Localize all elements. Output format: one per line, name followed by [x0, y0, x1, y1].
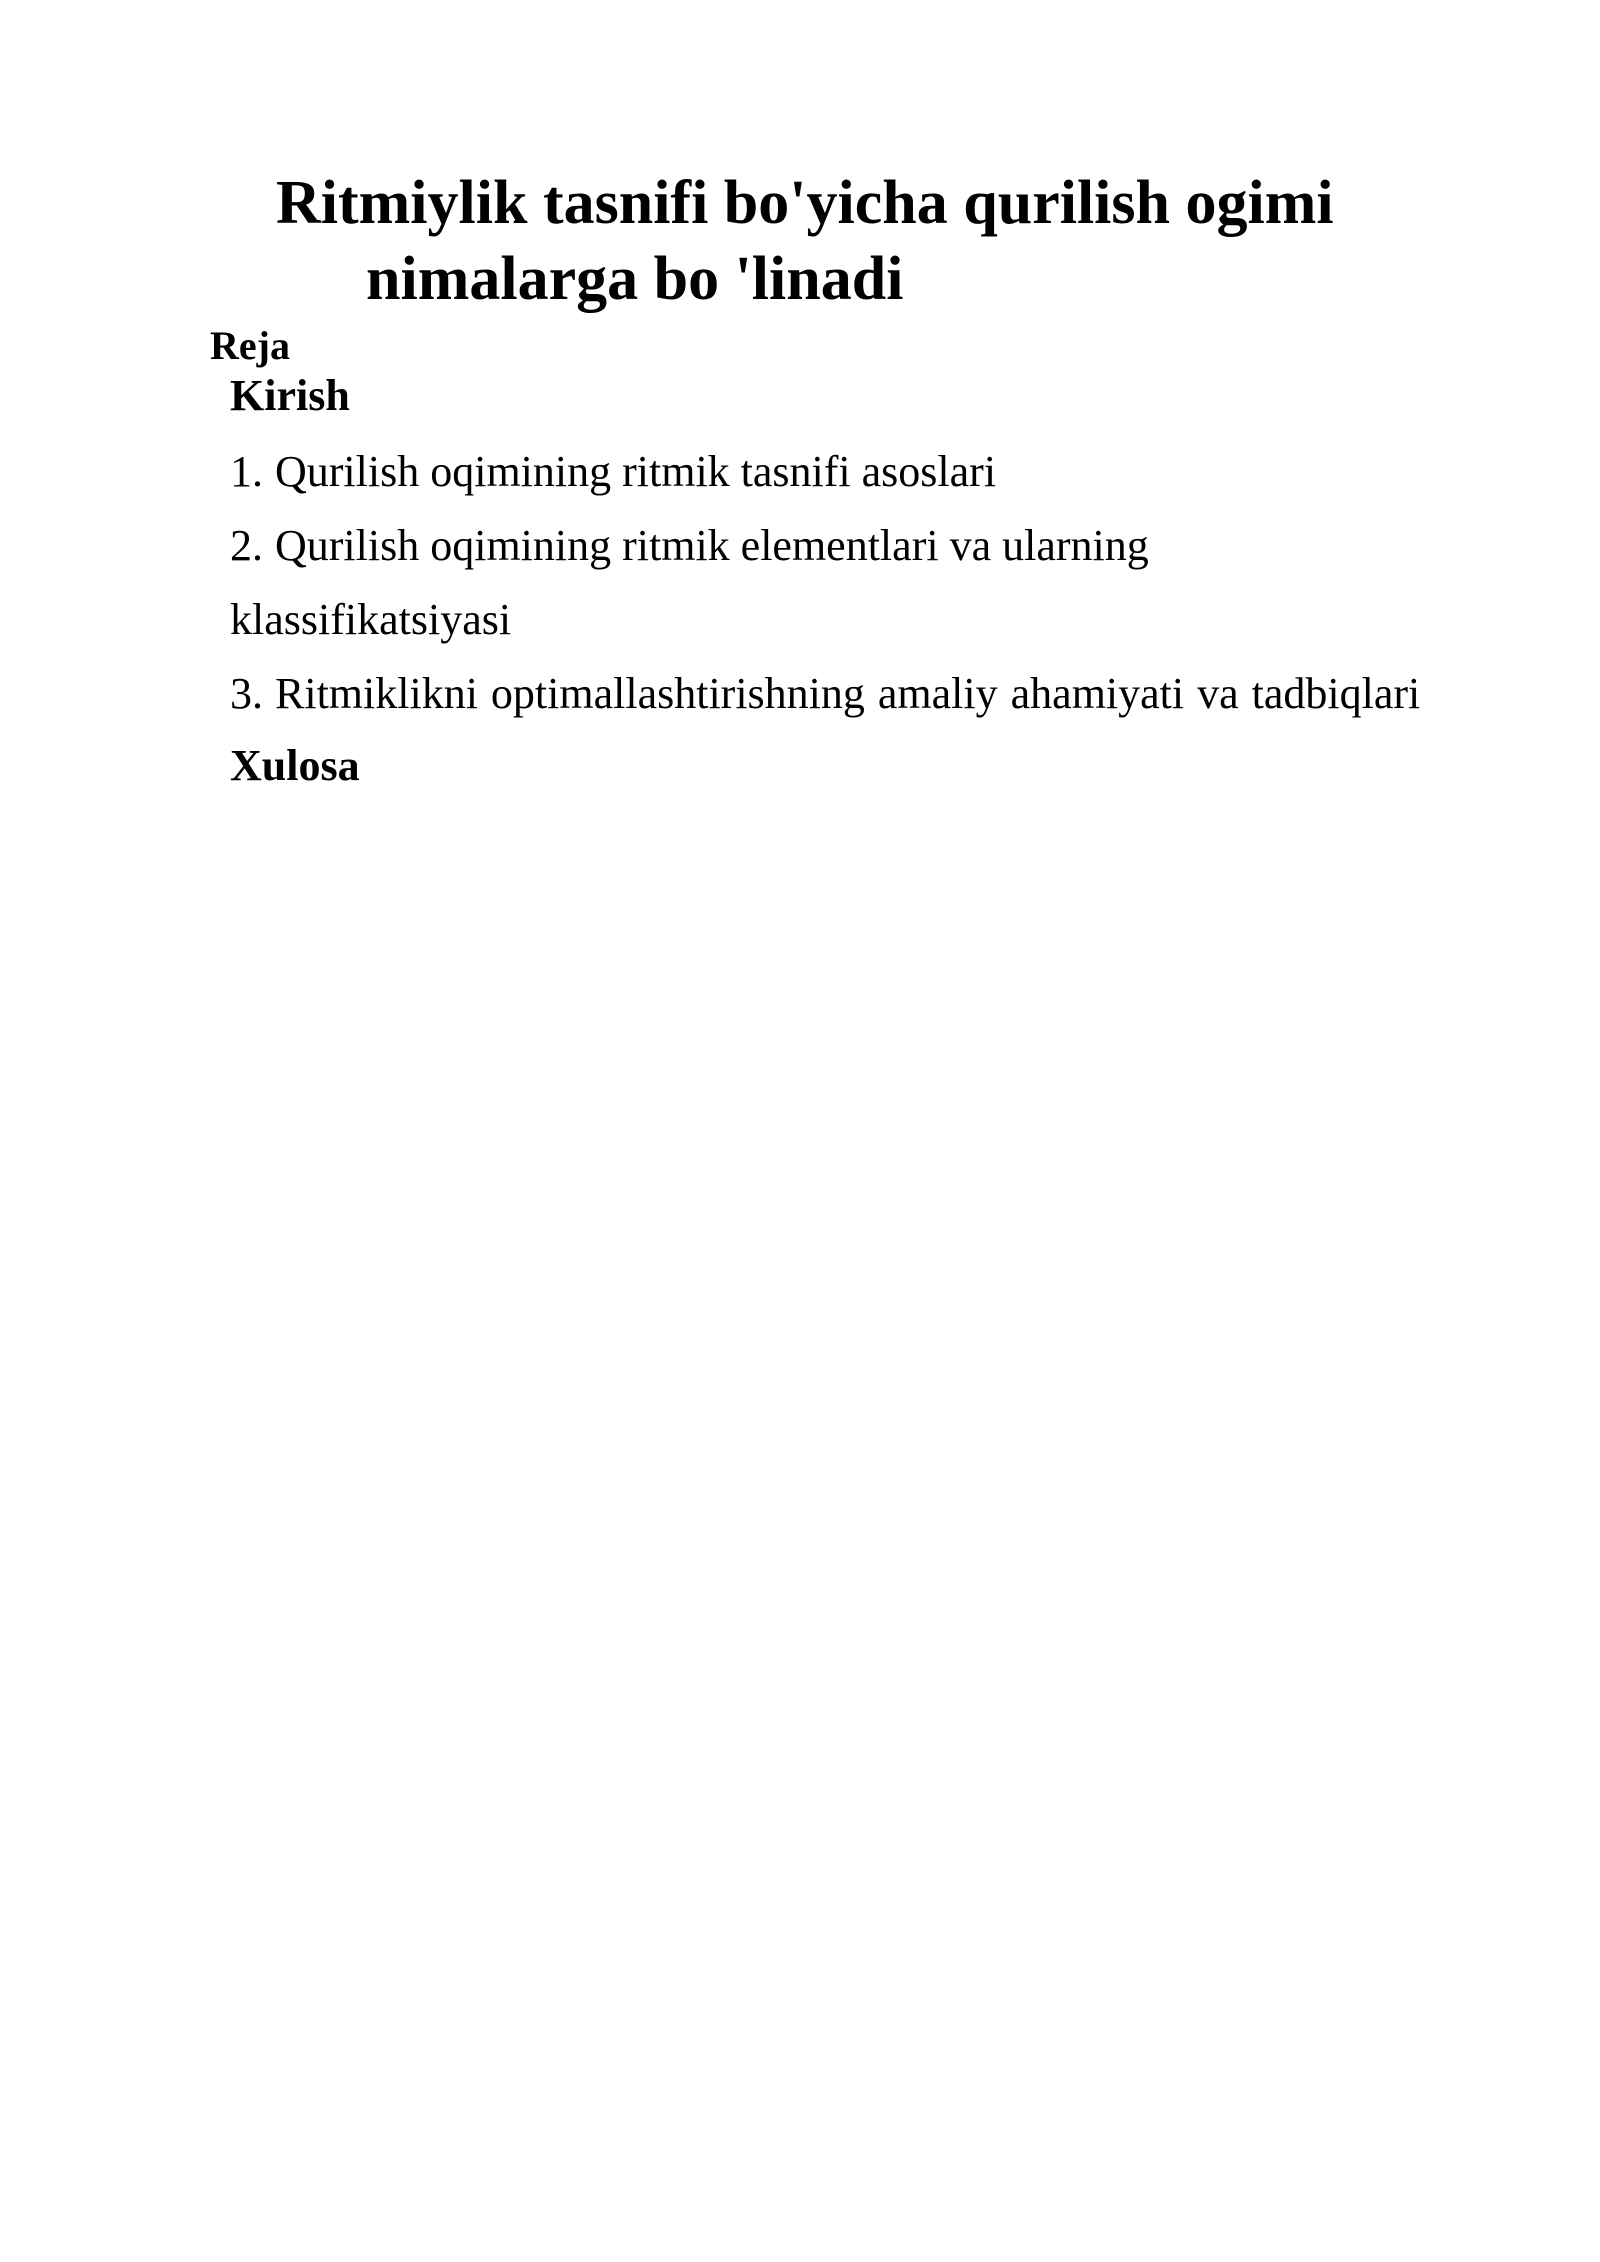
document-title-line-2: nimalarga bo 'linadi — [366, 245, 904, 313]
plan-item-number: 2. — [230, 521, 263, 570]
plan-item-2-continuation: klassifikatsiyasi — [230, 595, 512, 644]
plan-item-number: 1. — [230, 447, 263, 496]
plan-item-number: 3. — [230, 669, 263, 718]
plan-heading: Reja — [210, 323, 290, 368]
plan-item-text: Qurilish oqimining ritmik elementlari va ularning — [275, 521, 1149, 570]
plan-item-text: Qurilish oqimining ritmik tasnifi asoslari — [275, 447, 997, 496]
plan-item-1 — [230, 447, 997, 496]
plan-item-2 — [230, 521, 1149, 570]
intro-heading: Kirish — [230, 371, 350, 420]
conclusion-heading: Xulosa — [230, 741, 360, 790]
plan-item-text: Ritmiklikni optimallashtirishning amaliy ahamiyati va tadbiqlari — [275, 669, 1421, 718]
plan-item-3 — [230, 669, 1421, 718]
document-title-line-1: Ritmiylik tasnifi bo'yicha qurilish ogimi — [276, 169, 1334, 237]
